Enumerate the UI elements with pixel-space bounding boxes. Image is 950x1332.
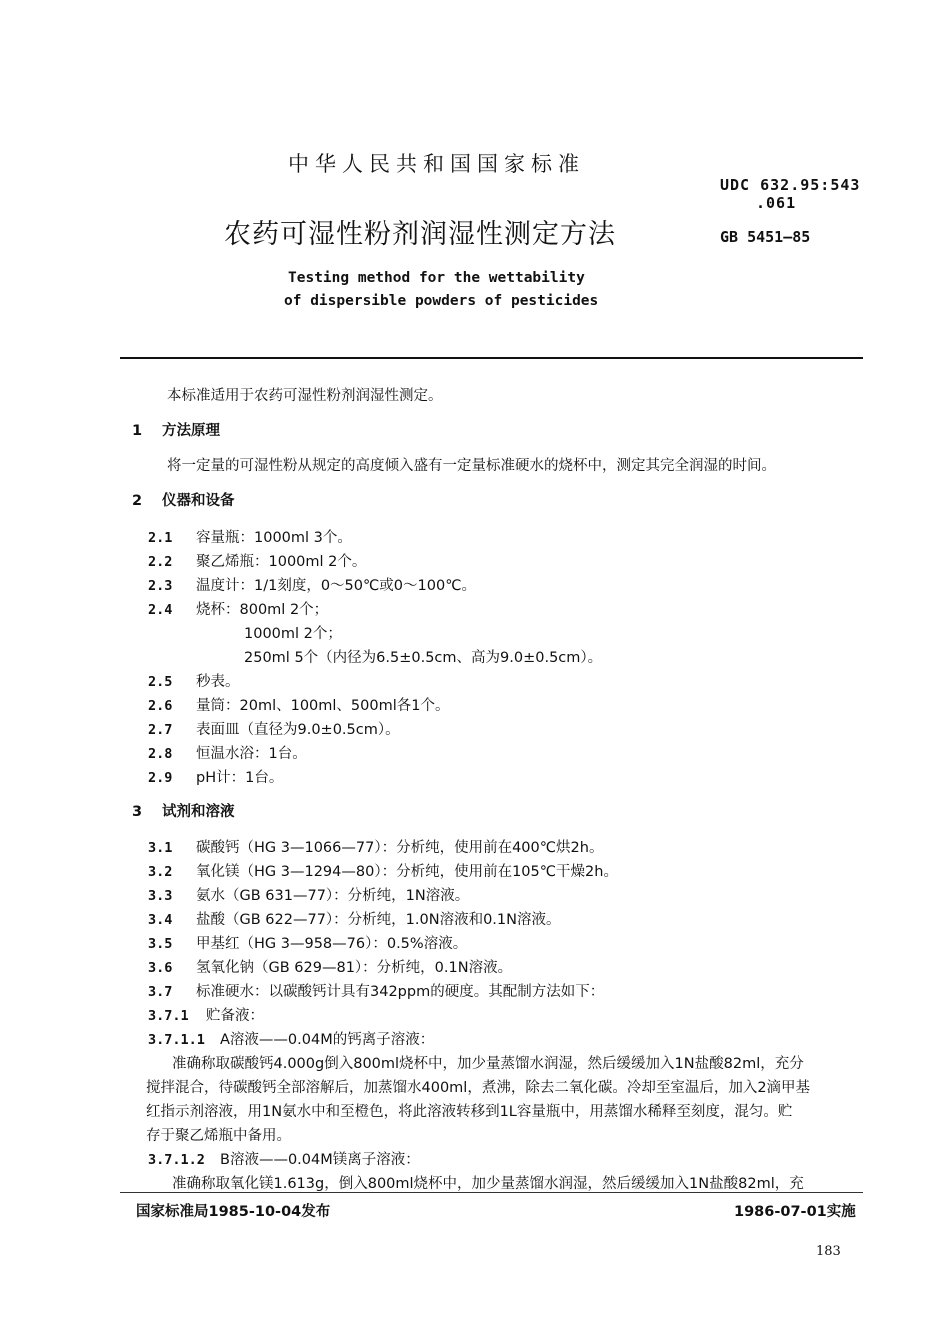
page-number: 183: [816, 1244, 841, 1259]
paragraph-line: 准确称取碳酸钙4.000g倒入800ml烧杯中，加少量蒸馏水润湿，然后缓缓加入1N盐酸82ml，充分: [172, 1056, 804, 1072]
section-number: 2: [132, 493, 143, 509]
footer-divider: [120, 1192, 863, 1193]
list-item: 3.5 甲基红（HG 3—958—76）：0.5%溶液。: [148, 936, 468, 952]
section-number: 3: [132, 804, 143, 820]
list-item: 2.9 pH计：1台。: [148, 770, 284, 786]
list-item-continuation: 250ml 5个（内径为6.5±0.5cm、高为9.0±0.5cm）。: [244, 650, 603, 666]
section-number: 1: [132, 423, 143, 439]
list-item: 2.7 表面皿（直径为9.0±0.5cm）。: [148, 722, 400, 738]
gb-number: GB 5451—85: [720, 228, 811, 246]
list-item: 2.8 恒温水浴：1台。: [148, 746, 307, 762]
header-divider: [120, 357, 863, 359]
effective-date: 1986-07-01实施: [734, 1204, 856, 1220]
list-item: 2.2 聚乙烯瓶：1000ml 2个。: [148, 554, 367, 570]
section-2-heading: [132, 489, 235, 510]
scope-text: 本标准适用于农药可湿性粉剂润湿性测定。: [167, 388, 443, 404]
section-1-heading: [132, 419, 220, 440]
paragraph-line: 搅拌混合，待碳酸钙全部溶解后，加蒸馏水400ml，煮沸，除去二氧化碳。冷却至室温后，加入2滴甲基: [146, 1080, 811, 1096]
list-item: 3.3 氨水（GB 631—77）：分析纯，1N溶液。: [148, 888, 470, 904]
list-item: 3.4 盐酸（GB 622—77）：分析纯，1.0N溶液和0.1N溶液。: [148, 912, 561, 928]
subsection-3-7-1: 3.7.1 贮备液：: [148, 1008, 264, 1024]
list-item: 2.1 容量瓶：1000ml 3个。: [148, 530, 352, 546]
document-title-en-line1: Testing method for the wettability: [288, 270, 585, 286]
list-item-continuation: 1000ml 2个；: [244, 626, 342, 642]
paragraph-line: 准确称取氧化镁1.613g，倒入800ml烧杯中，加少量蒸馏水润湿，然后缓缓加入1N盐酸82ml，充: [172, 1176, 804, 1192]
issued-date: 国家标准局1985-10-04发布: [136, 1204, 331, 1220]
subsection-3-7-1-2: 3.7.1.2 B溶液——0.04M镁离子溶液：: [148, 1152, 420, 1168]
section-title: 试剂和溶液: [162, 804, 235, 820]
paragraph-line: 红指示剂溶液，用1N氨水中和至橙色，将此溶液转移到1L容量瓶中，用蒸馏水稀释至刻度，混匀。贮: [146, 1104, 793, 1120]
document-title-cn: 农药可湿性粉剂润湿性测定方法: [224, 219, 616, 250]
section-title: 方法原理: [162, 423, 220, 439]
list-item: 2.4 烧杯：800ml 2个；: [148, 602, 329, 618]
section-1-text: 将一定量的可湿性粉从规定的高度倾入盛有一定量标准硬水的烧杯中，测定其完全润湿的时间。: [167, 458, 776, 474]
list-item: 2.6 量筒：20ml、100ml、500ml各1个。: [148, 698, 450, 714]
udc-code-line2: .061: [756, 194, 797, 212]
list-item: 3.1 碳酸钙（HG 3—1066—77）：分析纯，使用前在400℃烘2h。: [148, 840, 604, 856]
list-item: 2.5 秒表。: [148, 674, 240, 690]
national-standard-heading: 中华人民共和国国家标准: [288, 152, 585, 176]
subsection-3-7-1-1: 3.7.1.1 A溶液——0.04M的钙离子溶液：: [148, 1032, 435, 1048]
document-title-en-line2: of dispersible powders of pesticides: [284, 293, 599, 309]
list-item: 2.3 温度计：1/1刻度，0～50℃或0～100℃。: [148, 578, 476, 594]
list-item: 3.7 标准硬水：以碳酸钙计具有342ppm的硬度。其配制方法如下：: [148, 984, 605, 1000]
section-title: 仪器和设备: [162, 493, 235, 509]
list-item: 3.6 氢氧化钠（GB 629—81）：分析纯，0.1N溶液。: [148, 960, 513, 976]
section-3-heading: [132, 800, 235, 821]
list-item: 3.2 氧化镁（HG 3—1294—80）：分析纯，使用前在105℃干燥2h。: [148, 864, 618, 880]
udc-code-line1: UDC 632.95:543: [720, 176, 861, 194]
paragraph-line: 存于聚乙烯瓶中备用。: [146, 1128, 291, 1144]
